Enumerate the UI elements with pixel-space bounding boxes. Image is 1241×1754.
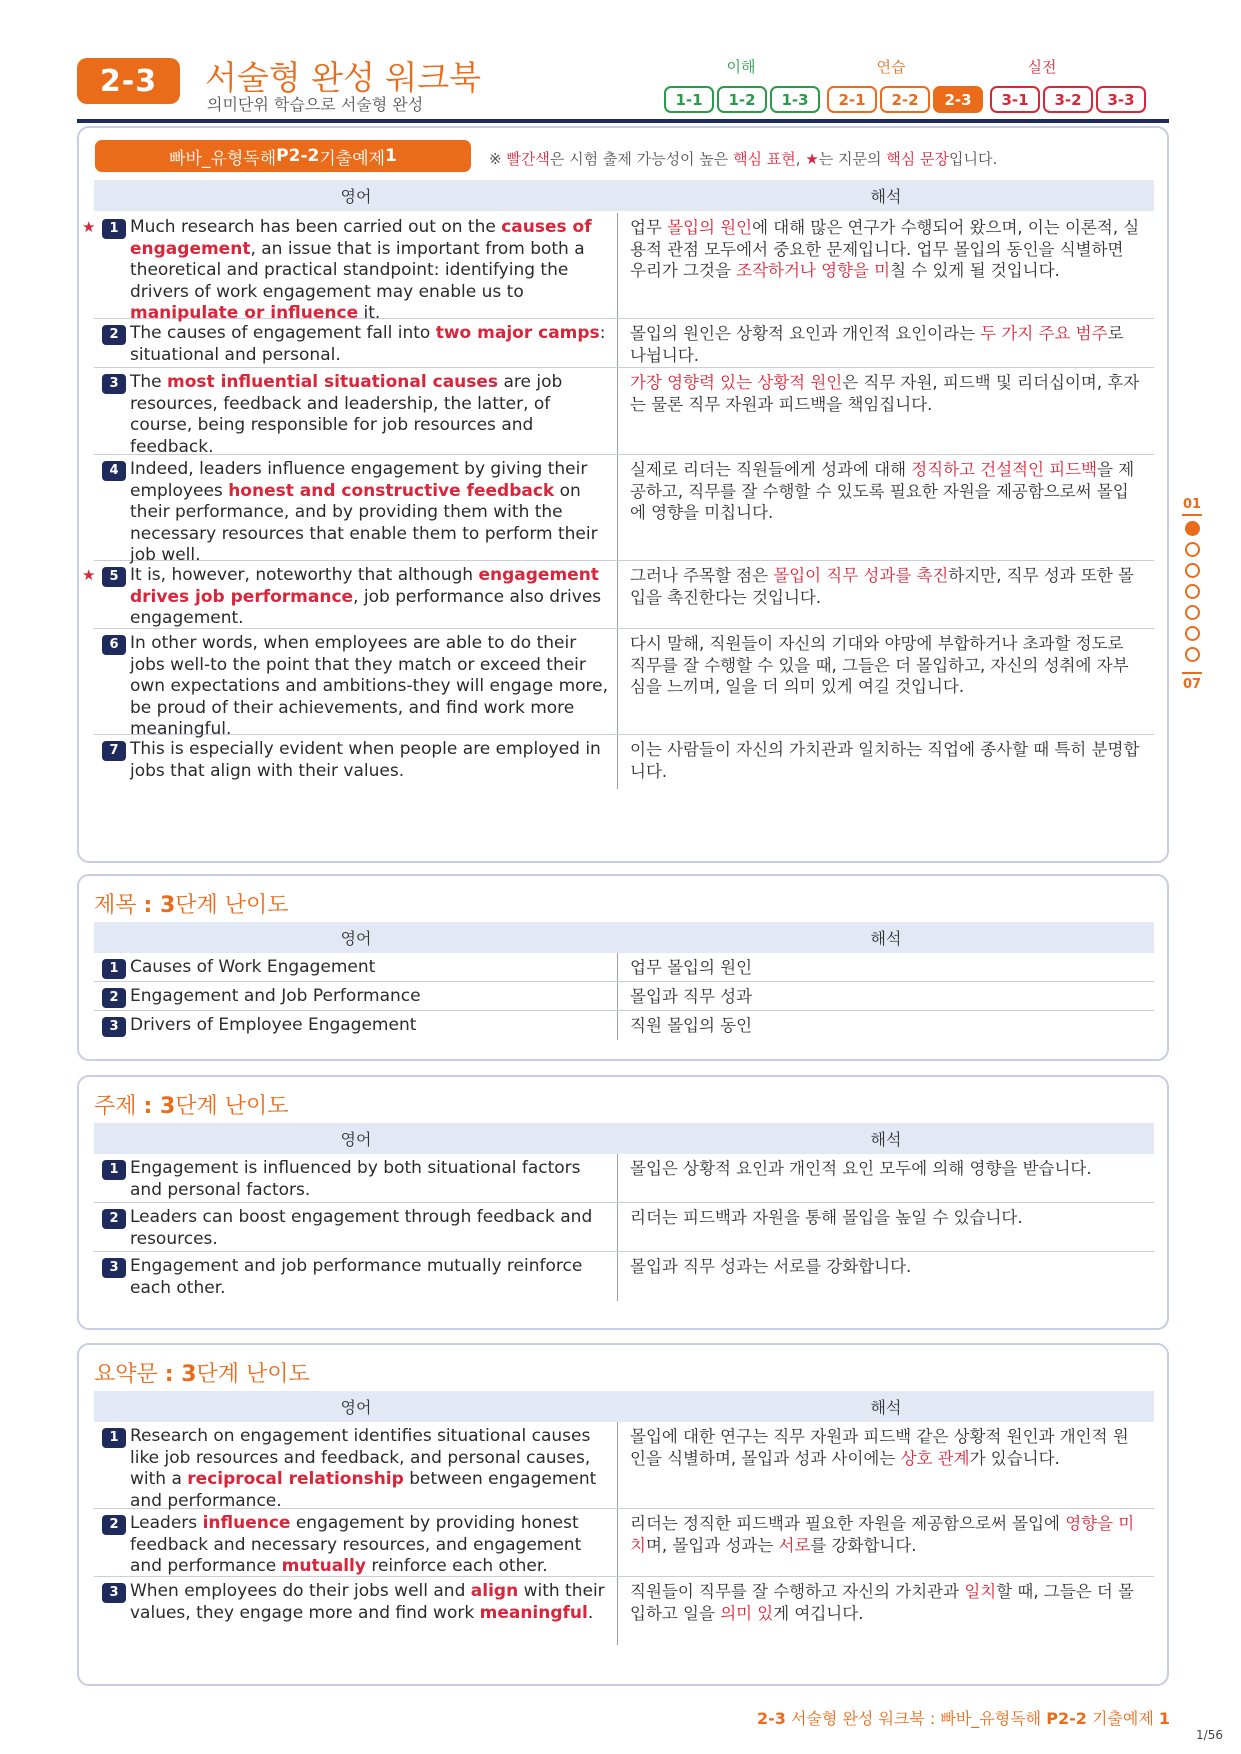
sentence-text: Leaders can boost engagement through feedback and resources. [130, 1207, 593, 1249]
korean-cell [618, 455, 1154, 560]
progress-dot[interactable] [1185, 584, 1200, 599]
korean-cell [618, 213, 1154, 318]
sentence-number: 1 [102, 959, 126, 979]
section-title-part: 단계 난이도 [175, 1094, 289, 1119]
section-title-part: 요약문 [94, 1362, 165, 1387]
sentence-text: Engagement is influenced by both situational factors and personal factors. [130, 1158, 581, 1200]
sentence-text: Engagement and Job Performance [130, 986, 421, 1006]
translation-text: 리더는 정직한 피드백과 필요한 자원을 제공함으로써 몰입에 [630, 1514, 1066, 1533]
sentence-number: 5 [102, 567, 126, 587]
korean-cell [618, 1154, 1154, 1202]
side-nav-divider [1182, 672, 1202, 674]
footer-title [757, 1706, 1170, 1729]
passage-rows [82, 213, 1154, 789]
passage-label-code: P2-2 [276, 146, 320, 166]
col-korean: 해석 [870, 1130, 902, 1149]
english-cell [82, 213, 618, 324]
translation-text: 직원 몰입의 동인 [630, 1016, 753, 1035]
note-part: ※ [489, 150, 507, 168]
korean-cell [618, 319, 1154, 367]
note-red: 핵심 표현 [733, 150, 796, 168]
page-number: 1/56 [1196, 1728, 1223, 1742]
sentence-number: 1 [102, 1160, 126, 1180]
passage-label-prefix: 빠바_유형독해 [169, 148, 277, 169]
stage-chip-1-1[interactable]: 1-1 [664, 86, 714, 113]
table-row [94, 1011, 1154, 1040]
translation-text: 칠 수 있게 될 것입니다. [890, 261, 1060, 281]
table-row [94, 629, 1154, 740]
topic-rows [94, 1154, 1154, 1301]
page-title: 서술형 완성 워크북 [205, 58, 482, 97]
table-row [94, 1509, 1154, 1577]
sentence-text: Drivers of Employee Engagement [130, 1015, 417, 1035]
sentence-number: 3 [102, 1017, 126, 1037]
sentence-number: 2 [102, 988, 126, 1008]
title-card [77, 874, 1169, 1061]
translation-text: 에 대해 많은 연구가 수행되어 왔으며, 이는 이론적, 실용적 관점 모두에서 중요한 문제입니다. 업무 몰입의 동인을 식별하면 우리가 그것을 [630, 218, 1140, 281]
lesson-badge: 2-3 [77, 58, 180, 104]
stage-chip-2-3-active[interactable]: 2-3 [933, 86, 983, 113]
korean-cell [618, 1577, 1154, 1645]
progress-dot[interactable] [1185, 647, 1200, 662]
section-title-part: 단계 난이도 [175, 893, 289, 918]
translation-text: 몰입과 직무 성과는 서로를 강화합니다. [630, 1257, 912, 1276]
col-english: 영어 [340, 1130, 372, 1149]
english-cell [94, 629, 618, 740]
stage-chip-3-1[interactable]: 3-1 [990, 86, 1040, 113]
stage-label-real: 실전 [1027, 58, 1057, 76]
sentence-number: 3 [102, 374, 126, 394]
header-divider [77, 119, 1169, 123]
sentence-text: The causes of engagement fall into [130, 323, 436, 343]
translation-text: 몰입에 대한 연구는 직무 자원과 피드백 같은 상황적 원인과 개인적 원인을 식별하며, 몰입과 성과 사이에는 [630, 1427, 1129, 1468]
table-header [94, 1391, 1154, 1422]
korean-cell [618, 953, 1154, 981]
english-cell [94, 368, 618, 457]
translation-text: 직원들이 직무를 잘 수행하고 자신의 가치관과 [630, 1582, 965, 1601]
section-title-summary [94, 1357, 310, 1388]
sentence-text: Engagement and job performance mutually reinforce each other. [130, 1256, 583, 1298]
translation-text: 실제로 리더는 직원들에게 성과에 대해 [630, 460, 912, 479]
english-cell [94, 1509, 618, 1576]
sentence-number: 2 [102, 1209, 126, 1229]
key-sentence-star-icon: ★ [82, 566, 96, 584]
key-expression-kr: 두 가지 주요 범주 [980, 324, 1108, 343]
stage-chip-1-2[interactable]: 1-2 [717, 86, 767, 113]
key-expression: honest and constructive feedback [228, 480, 555, 501]
key-expression-kr: 정직하고 건설적인 피드백 [911, 460, 1098, 479]
sentence-number: 3 [102, 1583, 126, 1603]
english-cell [94, 1203, 618, 1251]
sentence-number: 2 [102, 1515, 126, 1535]
table-header [94, 922, 1154, 953]
legend-note [489, 148, 997, 169]
key-expression: engagement drives job performance [130, 565, 599, 607]
translation-text: 업무 [630, 218, 668, 237]
translation-text: 가 있습니다. [969, 1448, 1060, 1468]
sentence-text: Research on engagement identifies situational causes like job resources and feedback, and personal causes, with a [130, 1426, 591, 1490]
translation-text: 하지만, 직무 성과 또한 몰입을 촉진한다는 것입니다. [630, 566, 1134, 607]
sentence-text: When employees do their jobs well and [130, 1581, 471, 1601]
progress-dot-active[interactable] [1185, 521, 1200, 536]
key-expression-kr: 몰입의 원인 [667, 218, 753, 237]
sentence-text: it. [358, 303, 381, 324]
footer-part: 서술형 완성 워크북 : 빠바_유형독해 [785, 1709, 1047, 1728]
stage-chip-2-1[interactable]: 2-1 [827, 86, 877, 113]
section-title-level: : 3 [143, 1094, 176, 1119]
page-header [77, 52, 1169, 124]
sentence-text: Much research has been carried out on the [130, 217, 502, 237]
section-title-topic [94, 1089, 289, 1120]
side-nav-divider [1182, 514, 1202, 516]
key-sentence-star-icon: ★ [82, 218, 96, 236]
translation-text: 를 강화합니다. [810, 1535, 917, 1555]
footer-part: 1 [1158, 1709, 1170, 1728]
key-expression-kr: 상호 관계 [900, 1448, 970, 1468]
col-korean: 해석 [870, 1398, 902, 1417]
sentence-text: engagement by providing honest feedback and necessary resources, and engagement and performance [130, 1513, 582, 1577]
footer-part: P2-2 [1046, 1709, 1087, 1728]
translation-text: 그러나 주목할 점은 [630, 566, 774, 585]
section-title-title [94, 888, 289, 919]
translation-text: 몰입은 상황적 요인과 개인적 요인 모두에 의해 영향을 받습니다. [630, 1159, 1092, 1178]
english-cell [94, 982, 618, 1010]
translation-text: 몰입과 직무 성과 [630, 987, 753, 1006]
stage-chip-3-2[interactable]: 3-2 [1043, 86, 1093, 113]
key-expression: meaningful [479, 1602, 588, 1623]
table-header [94, 1123, 1154, 1154]
passage-label-num: 1 [385, 146, 397, 166]
key-expression-kr: 일치 [964, 1582, 997, 1601]
col-english: 영어 [340, 187, 372, 206]
translation-text: 은 직무 자원, 피드백 및 리더십이며, 후자는 물론 직무 자원과 피드백을 책임집니다. [630, 373, 1140, 414]
korean-cell [618, 561, 1154, 628]
sentence-text: . [587, 1602, 594, 1623]
sentence-text: Indeed, leaders influence engagement by giving their employees [130, 459, 588, 501]
sentence-text: : situational and personal. [130, 323, 606, 365]
sentence-number: 1 [102, 1428, 126, 1448]
sentence-text: Causes of Work Engagement [130, 957, 376, 977]
key-expression: manipulate or influence [130, 303, 359, 324]
korean-cell [618, 1509, 1154, 1576]
translation-text: 로 나뉩니다. [630, 324, 1124, 365]
translation-text: 게 여깁니다. [773, 1603, 864, 1623]
english-cell [94, 735, 618, 789]
stage-chip-1-3[interactable]: 1-3 [770, 86, 820, 113]
table-row [94, 1203, 1154, 1252]
korean-cell [618, 1011, 1154, 1040]
title-rows [94, 953, 1154, 1040]
key-expression: causes of engagement [130, 217, 592, 259]
progress-dot[interactable] [1185, 626, 1200, 641]
korean-cell [618, 368, 1154, 454]
note-part: 입니다. [949, 150, 998, 168]
english-cell [94, 953, 618, 981]
key-expression: reciprocal relationship [187, 1469, 404, 1490]
table-row [94, 953, 1154, 982]
sentence-text: In other words, when employees are able to do their jobs well-to the point that they match or exceed their own expectations and ambitions-they will engage more, be proud of their achievements, and find work more meaningful. [130, 633, 609, 740]
table-row [94, 1252, 1154, 1301]
translation-text: 몰입의 원인은 상황적 요인과 개인적 요인이라는 [630, 324, 981, 343]
sentence-text: It is, however, noteworthy that although [130, 565, 479, 585]
sentence-text: This is especially evident when people are employed in jobs that align with their values. [130, 739, 601, 781]
section-title-part: 제목 [94, 893, 144, 918]
footer-part: 기출예제 [1086, 1709, 1159, 1728]
table-row [82, 213, 1154, 324]
passage-label [95, 140, 471, 172]
sentence-number: 4 [102, 461, 126, 481]
korean-cell [618, 629, 1154, 734]
sentence-number: 2 [102, 325, 126, 345]
korean-cell [618, 1252, 1154, 1301]
page-subtitle: 의미단위 학습으로 서술형 완성 [207, 95, 424, 114]
progress-dot[interactable] [1185, 605, 1200, 620]
col-english: 영어 [340, 929, 372, 948]
key-expression-kr: 몰입이 직무 성과를 촉진 [773, 566, 949, 585]
sentence-text: , an issue that is important from both a theoretical and practical standpoint: identifying the drivers of work engagement may enable us to [130, 238, 585, 302]
stage-chip-2-2[interactable]: 2-2 [880, 86, 930, 113]
note-red: 빨간색 [506, 150, 550, 168]
footer-part: 2-3 [757, 1709, 786, 1728]
translation-text: 을 제공하고, 직무를 잘 수행할 수 있도록 필요한 자원을 제공함으로써 몰입에 영향을 미칩니다. [630, 460, 1135, 523]
section-title-part: 주제 [94, 1094, 144, 1119]
table-row [94, 368, 1154, 455]
section-title-part: 단계 난이도 [196, 1362, 310, 1387]
korean-cell [618, 1203, 1154, 1251]
table-row [94, 1422, 1154, 1509]
english-cell [94, 1577, 618, 1645]
key-expression: align [470, 1581, 519, 1601]
key-expression-kr: 가장 영향력 있는 상황적 원인 [630, 373, 843, 392]
passage-card [77, 126, 1169, 863]
note-part: , [795, 150, 806, 168]
english-cell [94, 1252, 618, 1301]
table-row [94, 1154, 1154, 1203]
sentence-text: Leaders [130, 1513, 203, 1533]
progress-dot[interactable] [1185, 563, 1200, 578]
table-header [94, 180, 1154, 211]
english-cell [94, 1011, 618, 1040]
english-cell [94, 319, 618, 367]
stage-chip-3-3[interactable]: 3-3 [1096, 86, 1146, 113]
english-cell [94, 1422, 618, 1511]
note-part: 은 시험 출제 가능성이 높은 [549, 150, 734, 168]
sentence-number: 6 [102, 635, 126, 655]
key-expression-kr: 영향을 미치 [630, 1514, 1135, 1555]
translation-text: 리더는 피드백과 자원을 통해 몰입을 높일 수 있습니다. [630, 1208, 1023, 1227]
star-icon: ★ [805, 150, 819, 168]
summary-rows [94, 1422, 1154, 1645]
section-title-level: : 3 [164, 1362, 197, 1387]
translation-text: 다시 말해, 직원들이 자신의 기대와 야망에 부합하거나 초과할 정도로 직무를 잘 수행할 수 있을 때, 그들은 더 몰입하고, 자신의 성취에 자부심을 느끼며, 일을 더 의미 있게 여길 것입니다. [630, 634, 1129, 697]
sentence-number: 7 [102, 741, 126, 761]
passage-label-mid: 기출예제 [319, 148, 386, 169]
key-expression: mutually [281, 1556, 366, 1577]
col-english: 영어 [340, 1398, 372, 1417]
translation-text: 업무 몰입의 원인 [630, 958, 753, 977]
translation-text: 이는 사람들이 자신의 가치관과 일치하는 직업에 종사할 때 특히 분명합니다. [630, 740, 1140, 781]
side-nav-first: 01 [1182, 497, 1202, 512]
sentence-text: are job resources, feedback and leadership, the latter, of course, being responsible for job resources and feedback. [130, 372, 563, 457]
sentence-text: on their performance, and by providing them with the necessary resources that enable them to perform their job well. [130, 480, 598, 566]
progress-dot[interactable] [1185, 542, 1200, 557]
sentence-text: , job performance also drives engagement. [130, 586, 602, 629]
korean-cell [618, 982, 1154, 1010]
topic-card [77, 1075, 1169, 1330]
table-row [94, 735, 1154, 789]
sentence-text: between engagement and performance. [130, 1469, 597, 1511]
side-progress-nav [1180, 497, 1204, 697]
stage-label-practice: 연습 [876, 58, 906, 76]
col-korean: 해석 [870, 929, 902, 948]
side-nav-last: 07 [1182, 677, 1202, 692]
sentence-number: 1 [102, 219, 126, 239]
table-row [82, 561, 1154, 629]
sentence-number: 3 [102, 1258, 126, 1278]
english-cell [82, 561, 618, 629]
sentence-text: The [130, 372, 168, 392]
key-expression: influence [202, 1513, 291, 1533]
translation-text: 할 때, 그들은 더 몰입하고 일을 [630, 1582, 1135, 1623]
key-expression: most influential situational causes [167, 372, 499, 392]
korean-cell [618, 1422, 1154, 1508]
section-title-level: : 3 [143, 893, 176, 918]
note-part: 는 지문의 [818, 150, 887, 168]
key-expression-kr: 의미 있 [720, 1603, 774, 1623]
note-red: 핵심 문장 [886, 150, 950, 168]
korean-cell [618, 735, 1154, 789]
stage-label-understand: 이해 [726, 58, 756, 76]
english-cell [94, 455, 618, 566]
translation-text: 며, 몰입과 성과는 [645, 1535, 779, 1555]
key-expression-kr: 서로 [778, 1535, 811, 1555]
key-expression: two major camps [435, 323, 600, 343]
sentence-text: with their values, they engage more and find work [130, 1581, 605, 1623]
key-expression-kr: 조작하거나 영향을 미 [736, 261, 891, 281]
sentence-text: reinforce each other. [365, 1556, 548, 1577]
summary-card [77, 1343, 1169, 1686]
col-korean: 해석 [870, 187, 902, 206]
table-row [94, 1577, 1154, 1645]
table-row [94, 319, 1154, 368]
english-cell [94, 1154, 618, 1202]
table-row [94, 982, 1154, 1011]
table-row [94, 455, 1154, 566]
